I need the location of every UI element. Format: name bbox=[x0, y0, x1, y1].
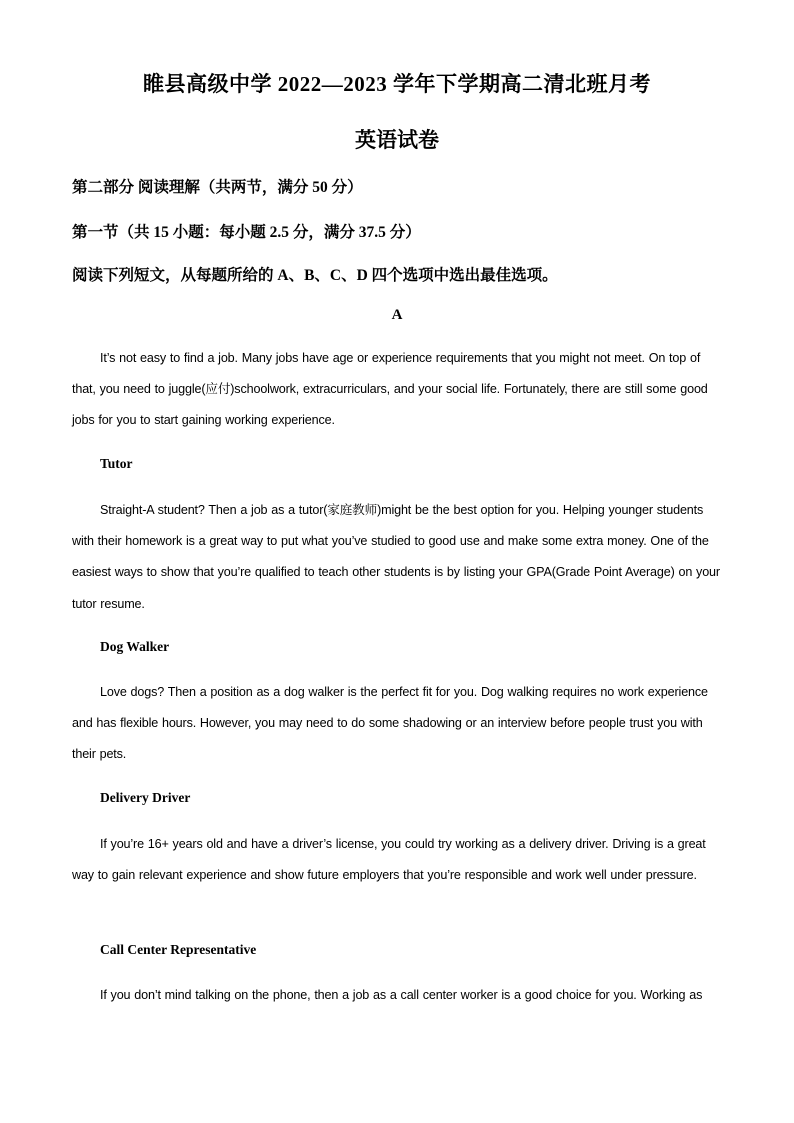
exam-subtitle: 英语试卷 bbox=[355, 128, 439, 152]
intro-paragraph: It’s not easy to find a job. Many jobs have age or experience requirements that you might not meet. On top of that, you need to juggle(应付)schoolwork, extracurriculars, and your social life. Fortunately, there are still some good jobs for you to start gaining working experience. bbox=[72, 351, 708, 428]
section-text-tutor: Straight-A student? Then a job as a tutor(家庭教师)might be the best option for you. Helping younger students with their homework is a great way to put what you’ve studied to good use and make some extra money. One of the easiest ways to show that you’re qualified to teach other students is by listing your GPA(Grade Point Average) on your tutor resume. bbox=[72, 503, 720, 611]
reading-instructions: 阅读下列短文，从每题所给的 A、B、C、D 四个选项中选出最佳选项。 bbox=[72, 267, 558, 284]
part-heading: 第二部分 阅读理解（共两节，满分 50 分） bbox=[72, 179, 363, 196]
section-text-call-center: If you don’t mind talking on the phone, then a job as a call center worker is a good choice for you. Working as bbox=[100, 988, 703, 1002]
section-heading: 第一节（共 15 小题：每小题 2.5 分，满分 37.5 分） bbox=[72, 224, 421, 241]
section-heading-tutor: Tutor bbox=[100, 456, 133, 471]
section-heading-delivery-driver: Delivery Driver bbox=[100, 790, 191, 805]
section-heading-dog-walker: Dog Walker bbox=[100, 639, 170, 654]
passage-label: A bbox=[391, 307, 403, 323]
section-heading-call-center: Call Center Representative bbox=[100, 942, 257, 957]
section-text-dog-walker: Love dogs? Then a position as a dog walker is the perfect fit for you. Dog walking requires no work experience and has flexible hours. However, you may need to do some shadowing or an interview before people trust you with their pets. bbox=[72, 685, 708, 762]
exam-title: 睢县高级中学 2022—2023 学年下学期高二清北班月考 bbox=[143, 72, 651, 96]
section-text-delivery-driver: If you’re 16+ years old and have a driver’s license, you could try working as a delivery driver. Driving is a great way to gain relevant experience and show future employers that you’re responsible and work well under pressure. bbox=[72, 837, 706, 883]
